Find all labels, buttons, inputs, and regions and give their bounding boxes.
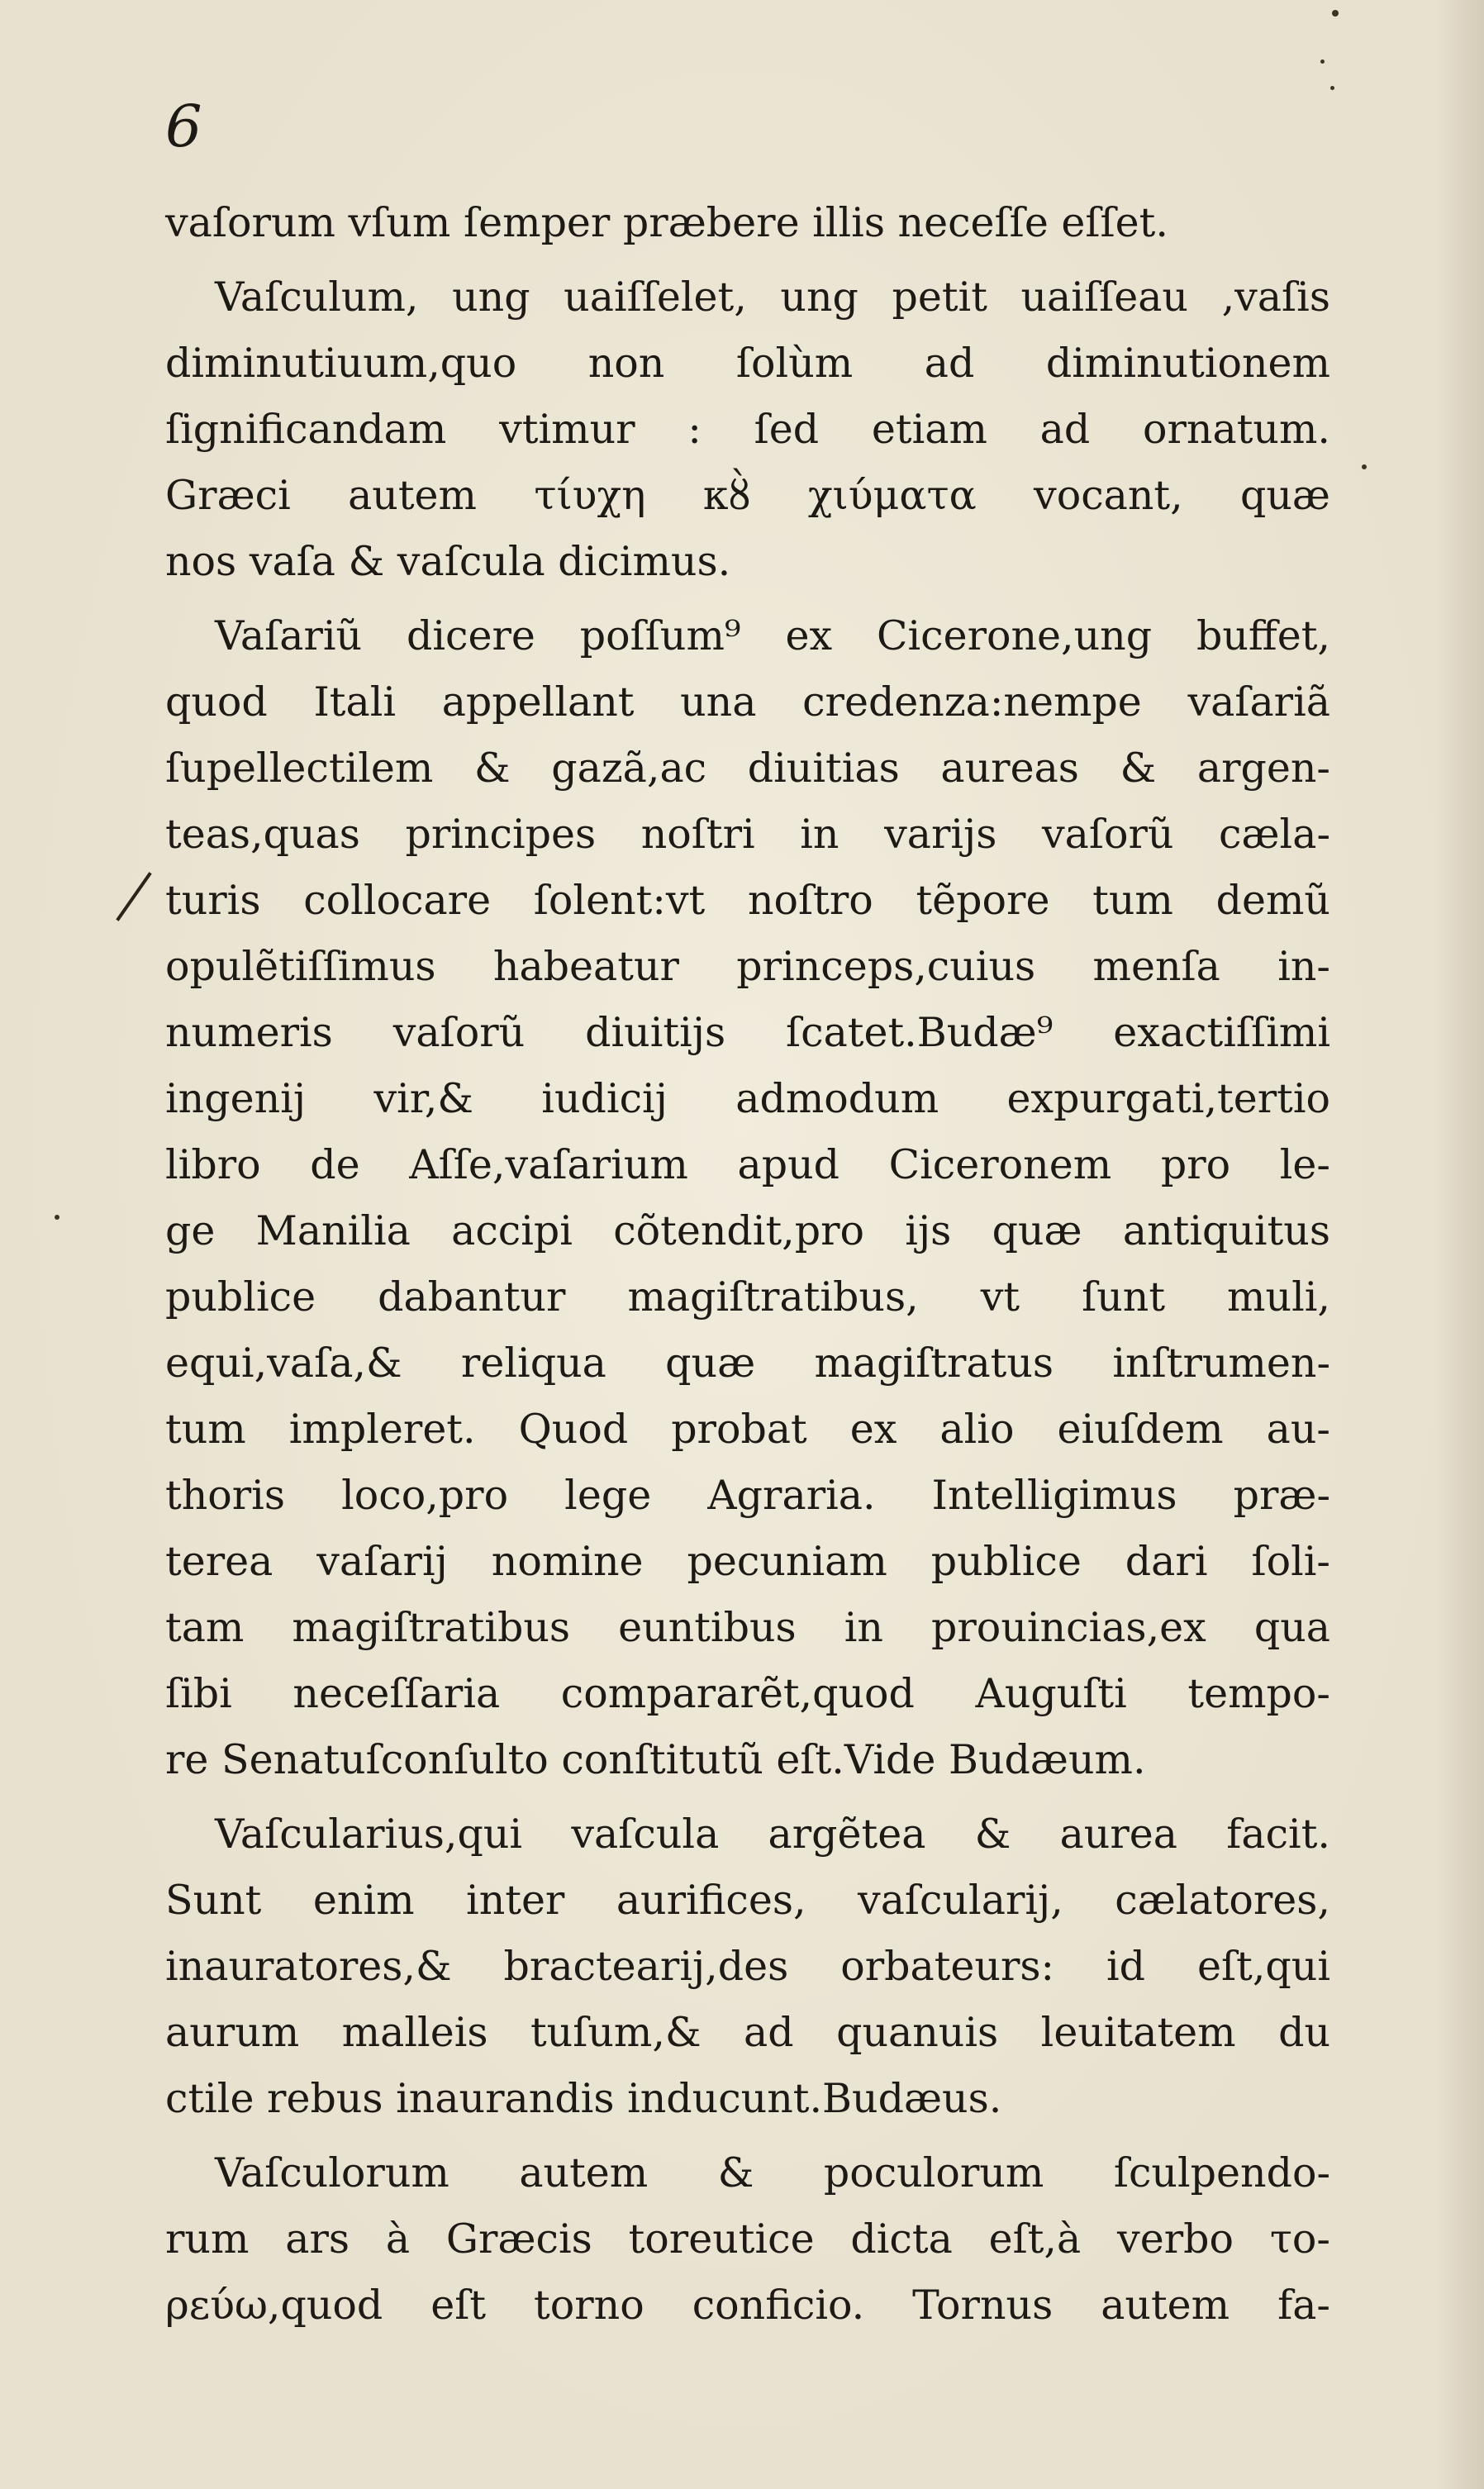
text-line: ρεύω,quod eſt torno conficio. Tornus autem fa- — [165, 2282, 1330, 2329]
paragraph-gap — [165, 2132, 1330, 2140]
text-line: thoris loco,pro lege Agraria. Intelligimus præ- — [165, 1472, 1330, 1519]
text-line: vaſorum vſum ſemper præbere illis neceſſe eſſet. — [165, 199, 1168, 246]
text-line: publice dabantur magiſtratibus, vt ſunt muli, — [165, 1273, 1330, 1321]
text-line: opulẽtiſſimus habeatur princeps,cuius menſa in- — [165, 943, 1330, 990]
marginal-mark — [116, 872, 151, 921]
text-line: libro de Aſſe,vaſarium apud Ciceronem pro le- — [165, 1141, 1330, 1188]
ink-speck — [1362, 464, 1367, 469]
text-line: ingenij vir,& iudicij admodum expurgati,tertio — [165, 1075, 1330, 1122]
ink-speck — [1330, 86, 1334, 90]
text-line: rum ars à Græcis toreutice dicta eſt,à verbo το- — [165, 2215, 1330, 2263]
text-line: aurum malleis tuſum,& ad quanuis leuitatem du — [165, 2009, 1330, 2056]
text-line: diminutiuum,quo non ſolùm ad diminutionem — [165, 340, 1330, 387]
ink-speck — [1320, 59, 1325, 64]
text-line: turis collocare ſolent:vt noſtro tẽpore tum demũ — [165, 877, 1330, 924]
page-number: 6 — [165, 93, 202, 160]
text-line: Sunt enim inter aurifices, vaſcularij, cælatores, — [165, 1877, 1330, 1924]
text-line: ſibi neceſſaria compararẽt,quod Auguſti tempo- — [165, 1670, 1330, 1717]
text-line: Vaſculum, ung uaiſſelet, ung petit uaiſſeau ,vaſis — [215, 274, 1330, 321]
body-text — [165, 190, 1330, 2339]
paragraph-gap — [165, 256, 1330, 264]
text-line: inauratores,& bractearij,des orbateurs: id eſt,qui — [165, 1943, 1330, 1990]
ink-speck — [55, 1215, 59, 1220]
text-line: Græci autem τίυχη κȣ̀ χιύματα vocant, quæ — [165, 472, 1330, 519]
ink-speck — [1332, 10, 1339, 17]
paragraph-gap — [165, 595, 1330, 603]
text-line: equi,vaſa,& reliqua quæ magiſtratus inſtrumen- — [165, 1340, 1330, 1387]
text-line: quod Itali appellant una credenza:nempe vaſariã — [165, 678, 1330, 726]
text-line: re Senatuſconſulto conſtitutũ eſt.Vide Budæum. — [165, 1736, 1146, 1783]
text-line: Vaſariũ dicere poſſum⁹ ex Cicerone,ung buffet, — [215, 612, 1330, 659]
text-line: tum impleret. Quod probat ex alio eiuſdem au- — [165, 1406, 1330, 1453]
text-line: Vaſcularius,qui vaſcula argẽtea & aurea facit. — [215, 1811, 1330, 1858]
text-line: numeris vaſorũ diuitijs ſcatet.Budæ⁹ exactiſſimi — [165, 1009, 1330, 1056]
text-line: teas,quas principes noſtri in varijs vaſorũ cæla- — [165, 811, 1330, 858]
text-line: Vaſculorum autem & poculorum ſculpendo- — [215, 2149, 1330, 2196]
text-line: ſupellectilem & gazã,ac diuitias aureas & argen- — [165, 745, 1330, 792]
text-line: nos vaſa & vaſcula dicimus. — [165, 538, 731, 585]
text-line: ctile rebus inaurandis inducunt.Budæus. — [165, 2075, 1002, 2122]
paragraph-gap — [165, 1793, 1330, 1801]
page-edge-shadow — [1434, 0, 1484, 2489]
text-line: tam magiſtratibus euntibus in prouincias,ex qua — [165, 1604, 1330, 1651]
text-line: ſignificandam vtimur : ſed etiam ad ornatum. — [165, 406, 1330, 453]
text-line: terea vaſarij nomine pecuniam publice dari ſoli- — [165, 1538, 1330, 1585]
text-line: ge Manilia accipi cõtendit,pro ijs quæ antiquitus — [165, 1207, 1330, 1254]
